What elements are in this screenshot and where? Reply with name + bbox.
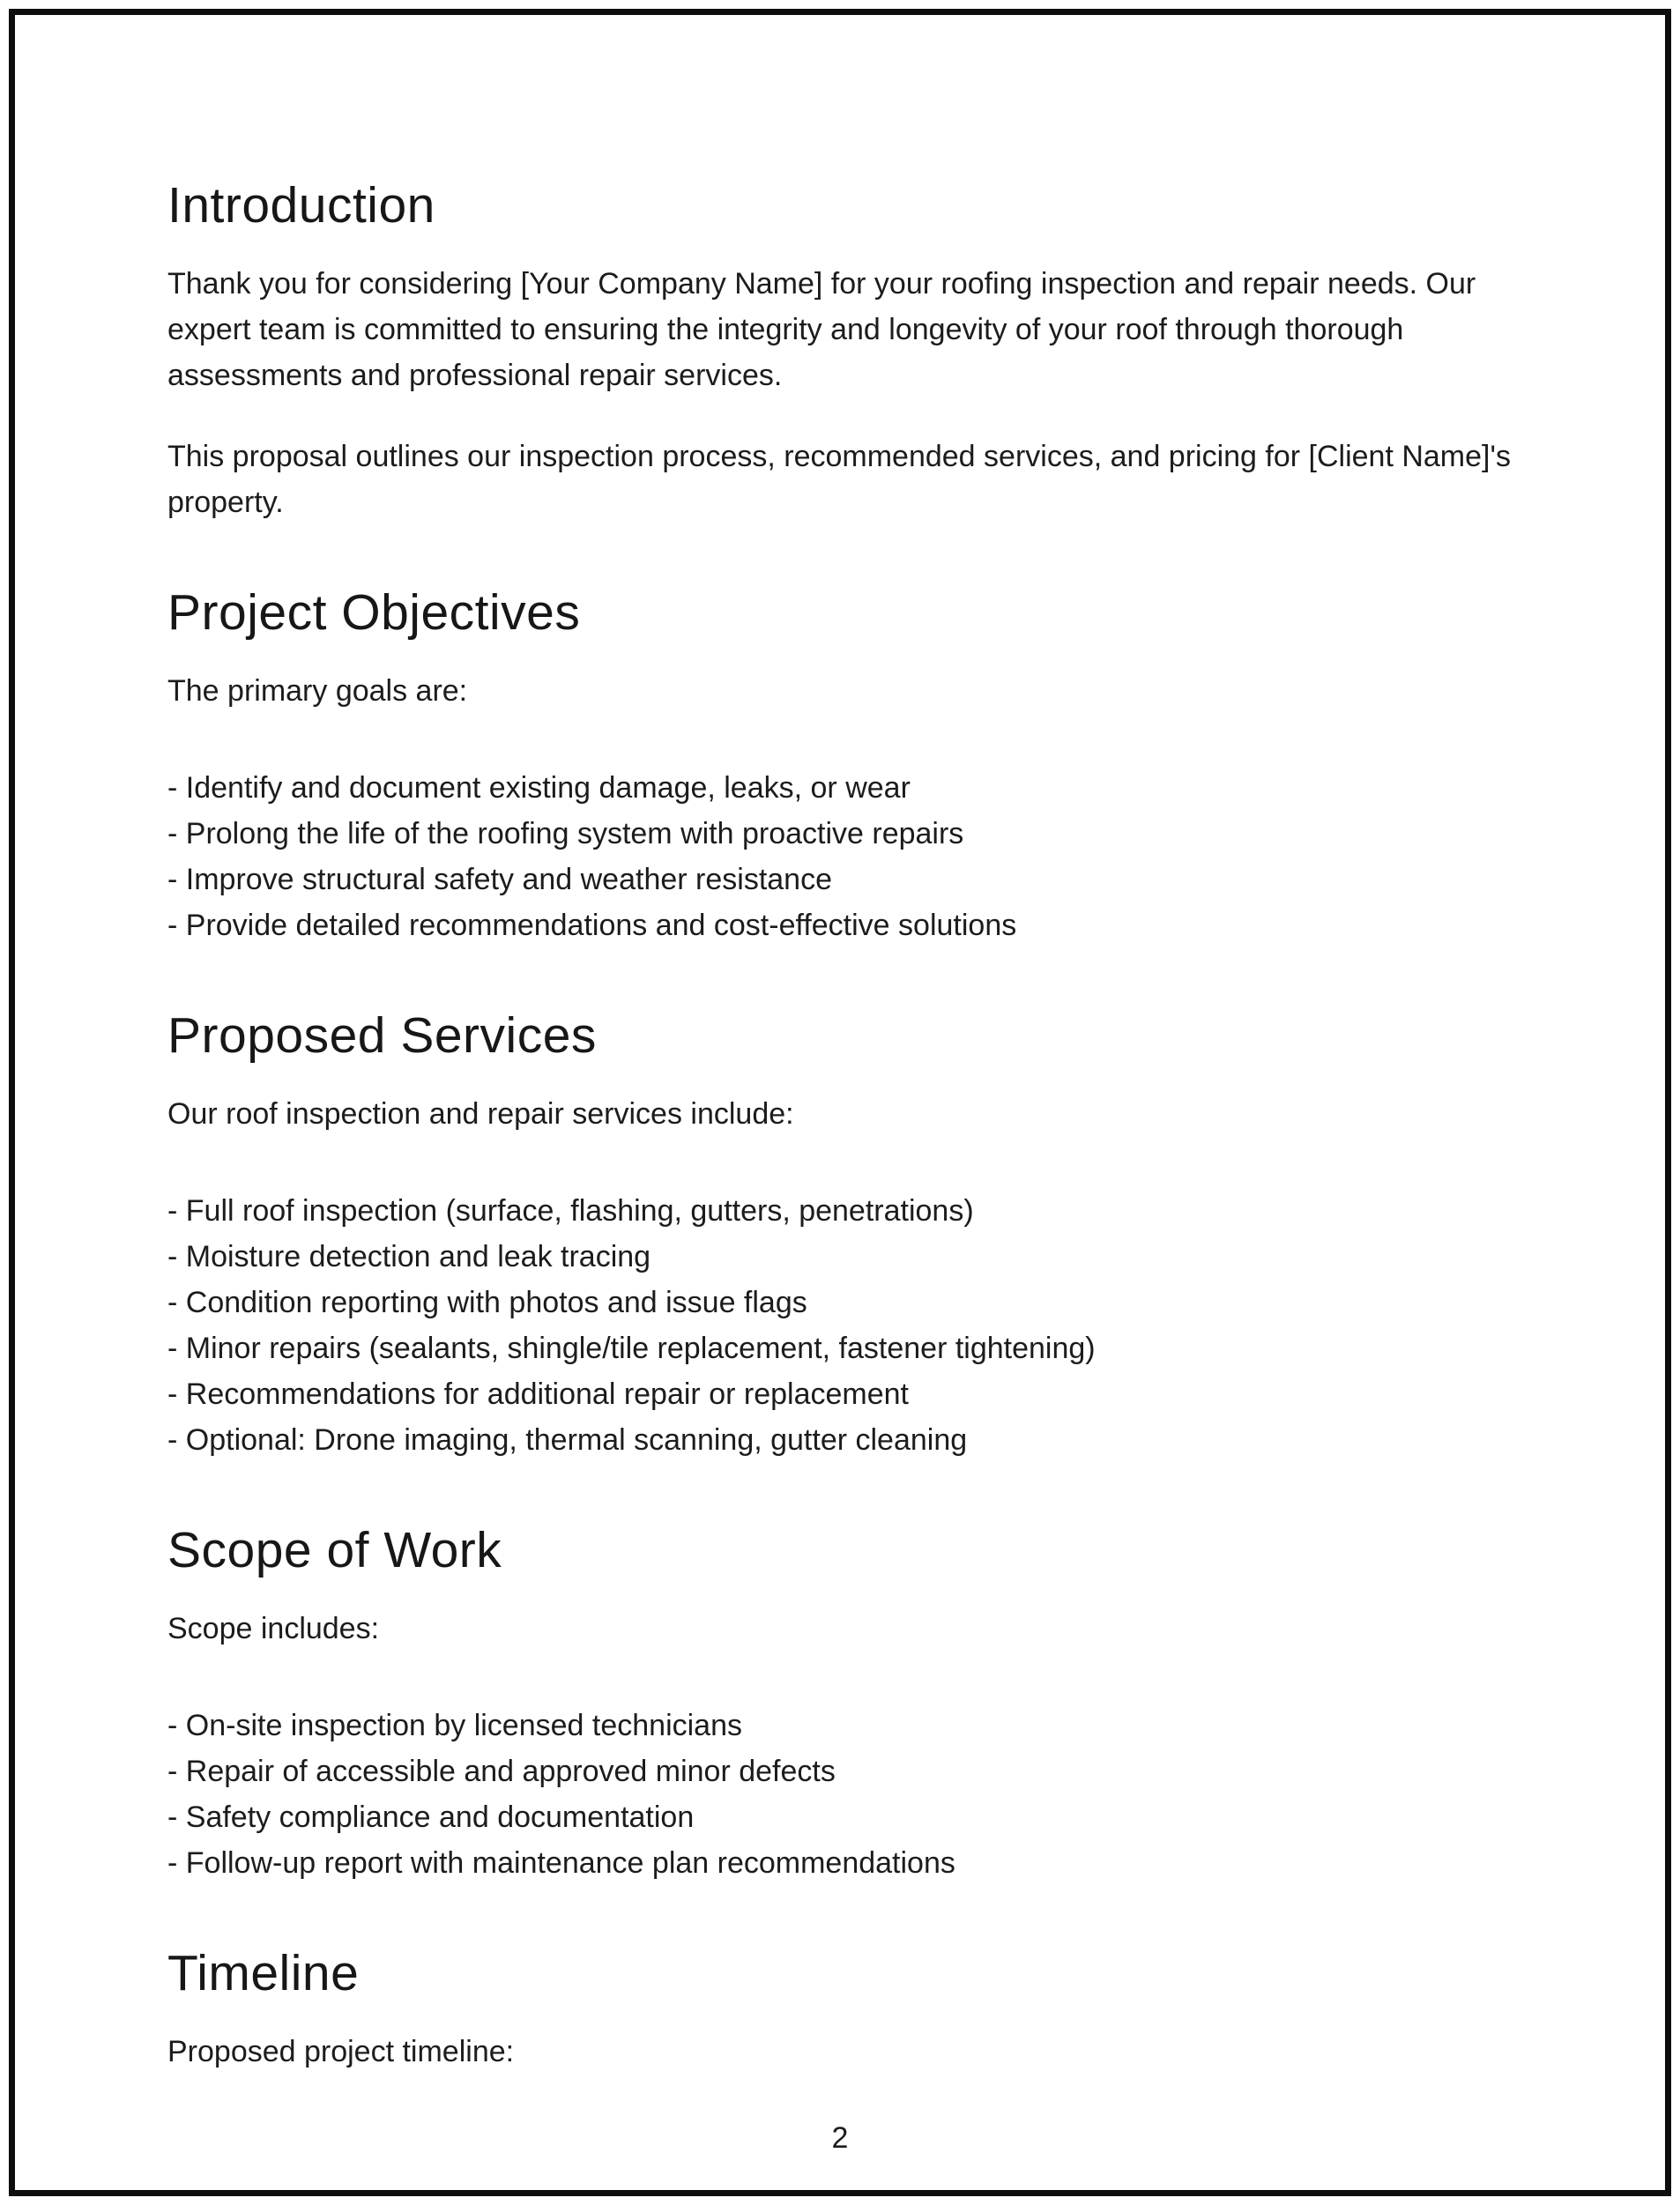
section-timeline <box>167 1944 1521 2075</box>
objectives-list <box>167 765 1521 948</box>
paragraph: The primary goals are: <box>167 674 468 708</box>
paragraph: Our roof inspection and repair services include: <box>167 1097 794 1131</box>
list-item: - Recommendations for additional repair or replacement <box>167 1377 909 1411</box>
list-item: - Minor repairs (sealants, shingle/tile replacement, fastener tightening) <box>167 1332 1096 1365</box>
page-number: 2 <box>831 2121 849 2155</box>
section-project-objectives <box>167 583 1521 948</box>
list-item: - Follow-up report with maintenance plan recommendations <box>167 1846 955 1880</box>
section-heading: Proposed Services <box>167 1007 597 1064</box>
list-item: - Condition reporting with photos and issue flags <box>167 1286 807 1319</box>
list-item: - Safety compliance and documentation <box>167 1800 695 1834</box>
paragraph: Proposed project timeline: <box>167 2035 515 2068</box>
section-proposed-services <box>167 1006 1521 1463</box>
list-item: - Prolong the life of the roofing system with proactive repairs <box>167 817 964 850</box>
list-item: - Moisture detection and leak tracing <box>167 1240 651 1273</box>
section-heading: Timeline <box>167 1945 360 2001</box>
section-scope-of-work <box>167 1521 1521 1886</box>
paragraph: This proposal outlines our inspection process, recommended services, and pricing for [Client Name]'s property. <box>167 440 1511 519</box>
paragraph: Thank you for considering [Your Company Name] for your roofing inspection and repair needs. Our expert team is committed to ensuring the integrity and longevity of your roof through thorough assessments and professional repair services. <box>167 267 1476 392</box>
list-item: - Optional: Drone imaging, thermal scanning, gutter cleaning <box>167 1423 968 1457</box>
services-list <box>167 1188 1521 1463</box>
paragraph: Scope includes: <box>167 1612 380 1645</box>
page-content <box>167 176 1521 2126</box>
list-item: - Full roof inspection (surface, flashing, gutters, penetrations) <box>167 1194 974 1228</box>
section-heading: Project Objectives <box>167 584 581 641</box>
list-item: - Improve structural safety and weather resistance <box>167 863 832 896</box>
list-item: - Repair of accessible and approved minor defects <box>167 1755 836 1788</box>
section-introduction <box>167 176 1521 525</box>
section-heading: Introduction <box>167 177 435 234</box>
list-item: - Provide detailed recommendations and cost-effective solutions <box>167 909 1017 942</box>
list-item: - Identify and document existing damage, leaks, or wear <box>167 771 911 805</box>
section-heading: Scope of Work <box>167 1522 502 1578</box>
scope-list <box>167 1703 1521 1886</box>
list-item: - On-site inspection by licensed technicians <box>167 1709 742 1742</box>
